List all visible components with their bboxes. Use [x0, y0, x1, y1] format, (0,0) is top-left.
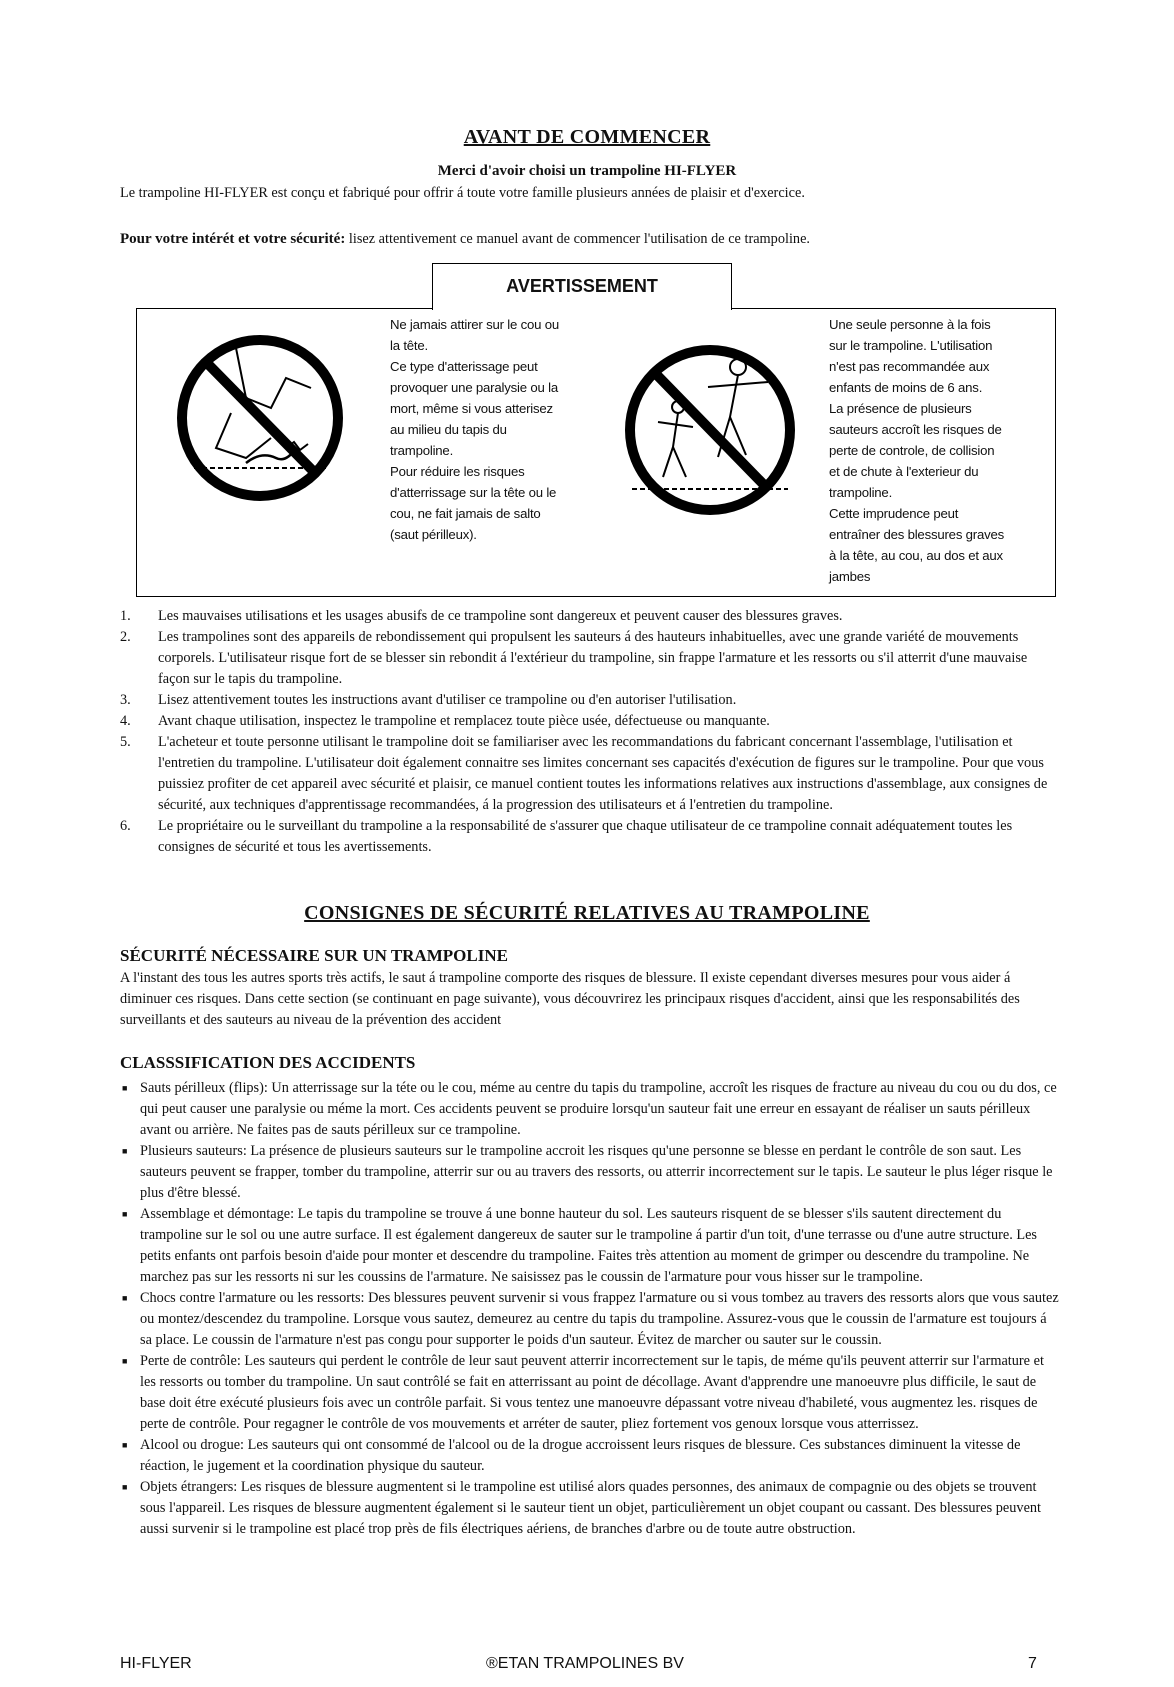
page-number: 7 [1028, 1655, 1037, 1672]
list-text: Chocs contre l'armature ou les ressorts: Des blessures peuvent survenir si vous frappez l'armature ou si vous tombez au travers des ressorts alors que vous sautez ou montez/descendez du trampoline. Lorsque vous sautez, demeurez au centre du tapis du trampoline. Assurez-vous que le coussin de l'armature est toujours á sa place. Le coussin de l'armature n'est pas congu pour supporter le poids d'un sauteur. Évitez de marcher ou sauter sur le coussin. [140, 1290, 1059, 1348]
bullet-icon: ■ [122, 1482, 128, 1492]
list-text: Assemblage et démontage: Le tapis du trampoline se trouve á une bonne hauteur du sol. Les sauteurs risquent de se blesser s'ils sautent directement du trampoline sur le sol ou une autre surface. Il est également dangereux de sauter sur le trampoline á partir d'un toit, d'une terrasse ou d'une autre structure. Les petits enfants ont parfois besoin d'aide pour monter et descendre du trampoline. Faites très attention au moment de grimper ou descendre du trampoline. Ne marchez pas sur les ressorts ni sur les coussins de l'armature. Ne saisissez pas le coussin de l'armature pour vous hisser sur le trampoline. [140, 1206, 1037, 1285]
list-text: Objets étrangers: Les risques de blessure augmentent si le trampoline est utilisé alors quades personnes, des animaux de compagnie ou des objets se trouvent sous l'appareil. Les risques de blessure augmentent également si le sauteur tient un objet, particulièrement un objet coupant ou cassant. Des blessures peuvent aussi survenir si le trampoline est placé trop près de fils électriques aériens, de branches d'arbre ou de toute autre obstruction. [140, 1479, 1042, 1537]
bullet-icon: ■ [122, 1440, 128, 1450]
subsection-text: A l'instant des tous les autres sports très actifs, le saut á trampoline comporte des risques de blessure. Il existe cependant diverses mesures pour vous aider á diminuer ces risques. Dans cette section (se continuant en page suivante), vous découvrirez les principaux risques d'accident, ainsi que les responsabilités des surveillants et des sauteurs au niveau de la prévention des accident [120, 970, 1020, 1028]
warning-tab [432, 263, 732, 310]
list-text: Plusieurs sauteurs: La présence de plusieurs sauteurs sur le trampoline accroit les risques qu'une personne se blesse en perdant le contrôle de son saut. Les sauteurs peuvent se frapper, tomber du trampoline, atterrir sur ou au travers des ressorts, ou atterrir incorrectement sur le tapis. Le sauteur le plus léger risque le plus d'être blessé. [140, 1143, 1053, 1201]
list-item [120, 1141, 1060, 1204]
list-text: Les trampolines sont des appareils de rebondissement qui propulsent les sauteurs á des hauteurs inhabituelles, avec une grande variété de mouvements corporels. L'utilisateur risque fort de se blesser sin rebondit á l'extérieur du trampoline, sin frappe l'armature et les ressorts ou s'il atterrit d'une mauvaise façon sur le tapis du trampoline. [158, 629, 1028, 687]
safety-line [120, 229, 1080, 250]
list-item [120, 1477, 1060, 1540]
list-number: 6. [120, 818, 131, 834]
list-item [120, 1351, 1060, 1435]
list-text: Les mauvaises utilisations et les usages abusifs de ce trampoline sont dangereux et peuvent causer des blessures graves. [158, 608, 843, 624]
bullet-icon: ■ [122, 1356, 128, 1366]
list-item [120, 1204, 1060, 1288]
subsection-title: CLASSSIFICATION DES ACCIDENTS [120, 1053, 416, 1072]
list-text: Perte de contrôle: Les sauteurs qui perdent le contrôle de leur saut peuvent atterrir incorrectement sur le tapis, de méme qu'ils peuvent atterrir sur l'armature et les ressorts ou tomber du trampoline. Un saut contrôlé se fait en atterrissant au point de décollage. Avant d'apprendre une manoeuvre plus difficile, le saut de base doit étre exécuté plusieurs fois avec un contrôle parfait. Si vous tentez une manoeuvre dépassant votre niveau d'habileté, vous augmentez les. risques de perte de contrôle. Pour regagner le contrôle de vos mouvements et arréter de sauter, pliez fortement vos genoux lorsque vous atterrissez. [140, 1353, 1044, 1432]
list-item [120, 732, 1060, 816]
thanks-heading: Merci d'avoir choisi un trampoline HI-FLYER [437, 163, 737, 179]
warning-left-text: Ne jamais attirer sur le cou ou la tête. Ce type d'atterissage peut provoquer une paralysie ou la mort, même si vous atterisez au milieu du tapis du trampoline. Pour réduire les risques d'atterrissage sur la tête ou le cou, ne fait jamais de salto (saut périlleux). [390, 317, 559, 542]
one-jumper-illustration [618, 327, 808, 537]
footer-brand: HI-FLYER [120, 1655, 192, 1672]
list-text: Avant chaque utilisation, inspectez le trampoline et remplacez toute pièce usée, défectueuse ou manquante. [158, 713, 770, 729]
list-item [120, 711, 1060, 732]
list-number: 3. [120, 692, 131, 708]
safety-text: lisez attentivement ce manuel avant de commencer l'utilisation de ce trampoline. [345, 231, 810, 247]
section-title: CONSIGNES DE SÉCURITÉ RELATIVES AU TRAMPOLINE [304, 902, 870, 924]
list-text: Le propriétaire ou le surveillant du trampoline a la responsabilité de s'assurer que chaque utilisateur de ce trampoline connait adéquatement toutes les consignes de sécurité et tous les avertissements. [158, 818, 1013, 855]
subsection-title: SÉCURITÉ NÉCESSAIRE SUR UN TRAMPOLINE [120, 946, 508, 965]
list-number: 4. [120, 713, 131, 729]
bullet-icon: ■ [122, 1146, 128, 1156]
list-number: 1. [120, 608, 131, 624]
list-number: 2. [120, 629, 131, 645]
list-item [120, 606, 1060, 627]
accidents-list [120, 1078, 1060, 1540]
warning-title: AVERTISSEMENT [506, 276, 658, 296]
list-text: L'acheteur et toute personne utilisant le trampoline doit se familiariser avec les recommandations du fabricant concernant l'assemblage, l'utilisation et l'entretien du trampoline. L'utilisateur doit également connaitre ses limites concernant ses capacités d'exécution de figures sur le trampoline. Pour que vous puissiez profiter de cet appareil avec sécurité et plaisir, ce manuel contient toutes les informations relatives aux instructions d'assemblage, aux consignes de sécurité, aux techniques d'apprentissage recommandées, á la progression des utilisateurs et á l'entretien du trampoline. [158, 734, 1048, 813]
intro-text: Le trampoline HI-FLYER est conçu et fabriqué pour offrir á toute votre famille plusieurs années de plaisir et d'exercice. [120, 185, 805, 201]
footer-company: ®ETAN TRAMPOLINES BV [486, 1655, 684, 1672]
list-item [120, 1435, 1060, 1477]
list-text: Sauts périlleux (flips): Un atterrissage sur la téte ou le cou, méme au centre du tapis du trampoline, accroît les risques de fracture au niveau du cou ou du dos, ce qui peut causer une paralysie ou méme la mort. Ces accidents peuvent se produire lorsqu'un sauteur fait une erreur en essayant de réaliser un sauts périlleux avant ou arrière. Ne faites pas de sauts périlleux sur ce trampoline. [140, 1080, 1057, 1138]
list-item [120, 1078, 1060, 1141]
list-text: Lisez attentivement toutes les instructions avant d'utiliser ce trampoline ou d'en autoriser l'utilisation. [158, 692, 737, 708]
bullet-icon: ■ [122, 1293, 128, 1303]
list-item [120, 816, 1060, 858]
bullet-icon: ■ [122, 1083, 128, 1093]
list-item [120, 1288, 1060, 1351]
bullet-icon: ■ [122, 1209, 128, 1219]
warning-right-text: Une seule personne à la fois sur le trampoline. L'utilisation n'est pas recommandée aux enfants de moins de 6 ans. La présence de plusieurs sauteurs accroît les risques de perte de controle, de collision et de chute à l'exterieur du trampoline. Cette imprudence peut entraîner des blessures graves à la tête, au cou, au dos et aux jambes [829, 317, 1005, 584]
page-title: AVANT DE COMMENCER [463, 126, 711, 148]
rules-list [120, 606, 1060, 858]
no-flip-illustration [176, 318, 346, 518]
list-text: Alcool ou drogue: Les sauteurs qui ont consommé de l'alcool ou de la drogue accroissent leurs risques de blessure. Ces substances diminuent la vitesse de réaction, le jugement et la coordination physique du sauteur. [140, 1437, 1021, 1474]
list-item [120, 627, 1060, 690]
list-item [120, 690, 1060, 711]
list-number: 5. [120, 734, 131, 750]
safety-lead: Pour votre intérét et votre sécurité: [120, 231, 346, 247]
